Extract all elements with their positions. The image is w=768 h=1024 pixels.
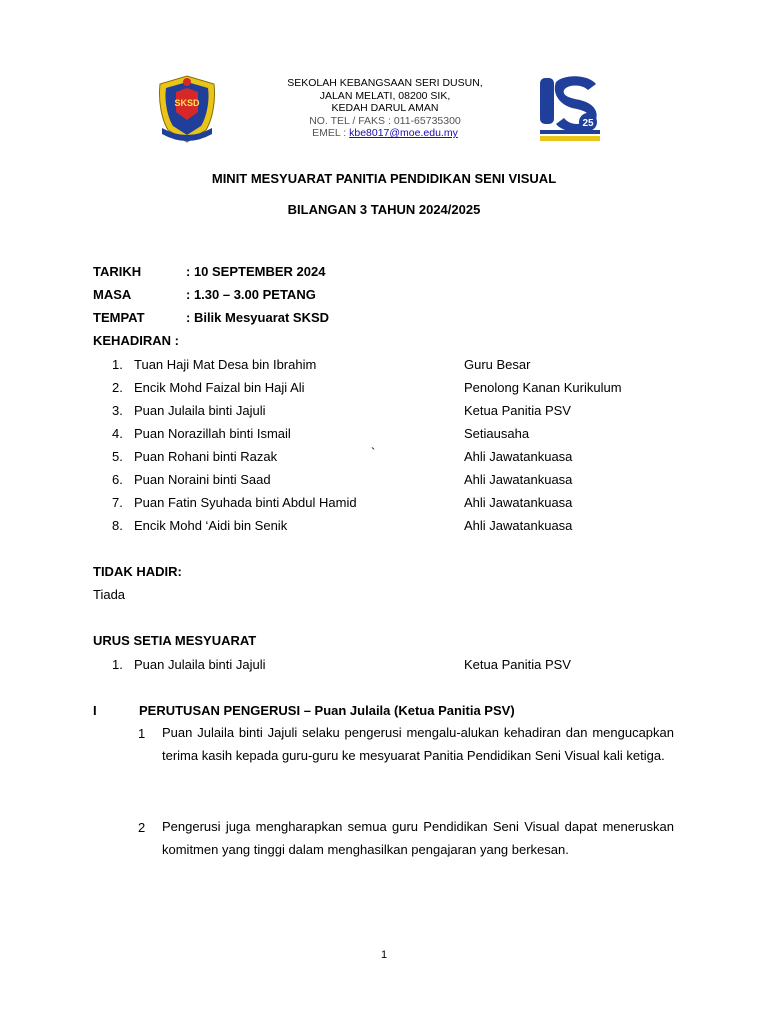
attendee-number: 5. [112,449,123,464]
attendee-name: Tuan Haji Mat Desa bin Ibrahim [134,357,317,372]
secretariat-name: Puan Julaila binti Jajuli [134,657,266,672]
attendee-role: Ahli Jawatankuasa [464,495,573,510]
secretariat-row [112,657,712,675]
date-value: : 10 SEPTEMBER 2024 [186,264,326,279]
attendee-role: Ketua Panitia PSV [464,403,571,418]
attendee-role: Penolong Kanan Kurikulum [464,380,622,395]
absent-heading: TIDAK HADIR: [93,564,182,579]
section-number: I [93,703,97,718]
attendee-row [112,380,712,398]
attendee-row [112,403,712,421]
stray-mark: ` [371,445,376,460]
school-crest-logo [154,72,220,146]
address-line-2: KEDAH DARUL AMAN [331,102,439,114]
attendance-heading: KEHADIRAN : [93,333,179,348]
email-link[interactable]: kbe8017@moe.edu.my [349,127,458,139]
svg-text:25: 25 [582,118,594,129]
attendee-role: Ahli Jawatankuasa [464,518,573,533]
ts25-program-logo [536,72,604,142]
attendee-row [112,495,712,513]
address-line-1: JALAN MELATI, 08200 SIK, [319,89,451,102]
attendee-number: 3. [112,403,123,418]
paragraph-number: 2 [138,820,146,835]
venue-label: TEMPAT [93,310,145,325]
attendee-row [112,426,712,444]
attendee-number: 1. [112,357,123,372]
attendee-name: Puan Norazillah binti Ismail [134,426,291,441]
absent-value: Tiada [93,587,126,602]
attendee-number: 8. [112,518,123,533]
attendee-row [112,445,712,467]
document-title: MINIT MESYUARAT PANITIA PENDIDIKAN SENI VISUAL [211,171,557,186]
svg-text:SKSD: SKSD [174,98,200,108]
attendee-role: Ahli Jawatankuasa [464,449,573,464]
attendee-role: Setiausaha [464,426,530,441]
email-label: EMEL : [312,127,350,139]
attendee-name: Puan Fatin Syuhada binti Abdul Hamid [134,495,357,510]
attendee-name: Puan Julaila binti Jajuli [134,403,266,418]
attendee-row [112,518,712,536]
email-line [220,127,550,140]
time-value: : 1.30 – 3.00 PETANG [186,287,316,302]
page-number: 1 [380,949,388,961]
paragraph-number: 1 [138,726,146,741]
section-title: PERUTUSAN PENGERUSI – Puan Julaila (Ketua Panitia PSV) [139,703,515,718]
attendee-row [112,472,712,490]
school-name: SEKOLAH KEBANGSAAN SERI DUSUN, [287,77,483,89]
secretariat-number: 1. [112,657,123,672]
attendee-role: Ahli Jawatankuasa [464,472,573,487]
attendee-name: Encik Mohd Faizal bin Haji Ali [134,380,305,395]
paragraph-text: Puan Julaila binti Jajuli selaku pengerusi mengalu-alukan kehadiran dan mengucapkan terima kasih kepada guru-guru ke mesyuarat Panitia Pendidikan Seni Visual kali ketiga. [162,725,674,763]
venue-value: : Bilik Mesyuarat SKSD [186,310,330,325]
attendee-name: Encik Mohd ‘Aidi bin Senik [134,518,288,533]
paragraph-text: Pengerusi juga mengharapkan semua guru Pendidikan Seni Visual dapat meneruskan komitmen yang tinggi dalam menghasilkan pengajaran yang berkesan. [162,819,674,857]
date-label: TARIKH [93,264,142,279]
school-address-block [220,77,550,140]
document-subtitle: BILANGAN 3 TAHUN 2024/2025 [287,202,481,217]
secretariat-role: Ketua Panitia PSV [464,657,571,672]
attendee-number: 2. [112,380,123,395]
attendee-name: Puan Rohani binti Razak [134,449,278,464]
attendee-role: Guru Besar [464,357,531,372]
time-label: MASA [93,287,132,302]
attendee-number: 7. [112,495,123,510]
attendee-name: Puan Noraini binti Saad [134,472,271,487]
attendee-row [112,357,712,375]
secretariat-heading: URUS SETIA MESYUARAT [93,633,257,648]
attendee-number: 4. [112,426,123,441]
phone-line: NO. TEL / FAKS : 011-65735300 [309,114,461,127]
attendee-number: 6. [112,472,123,487]
